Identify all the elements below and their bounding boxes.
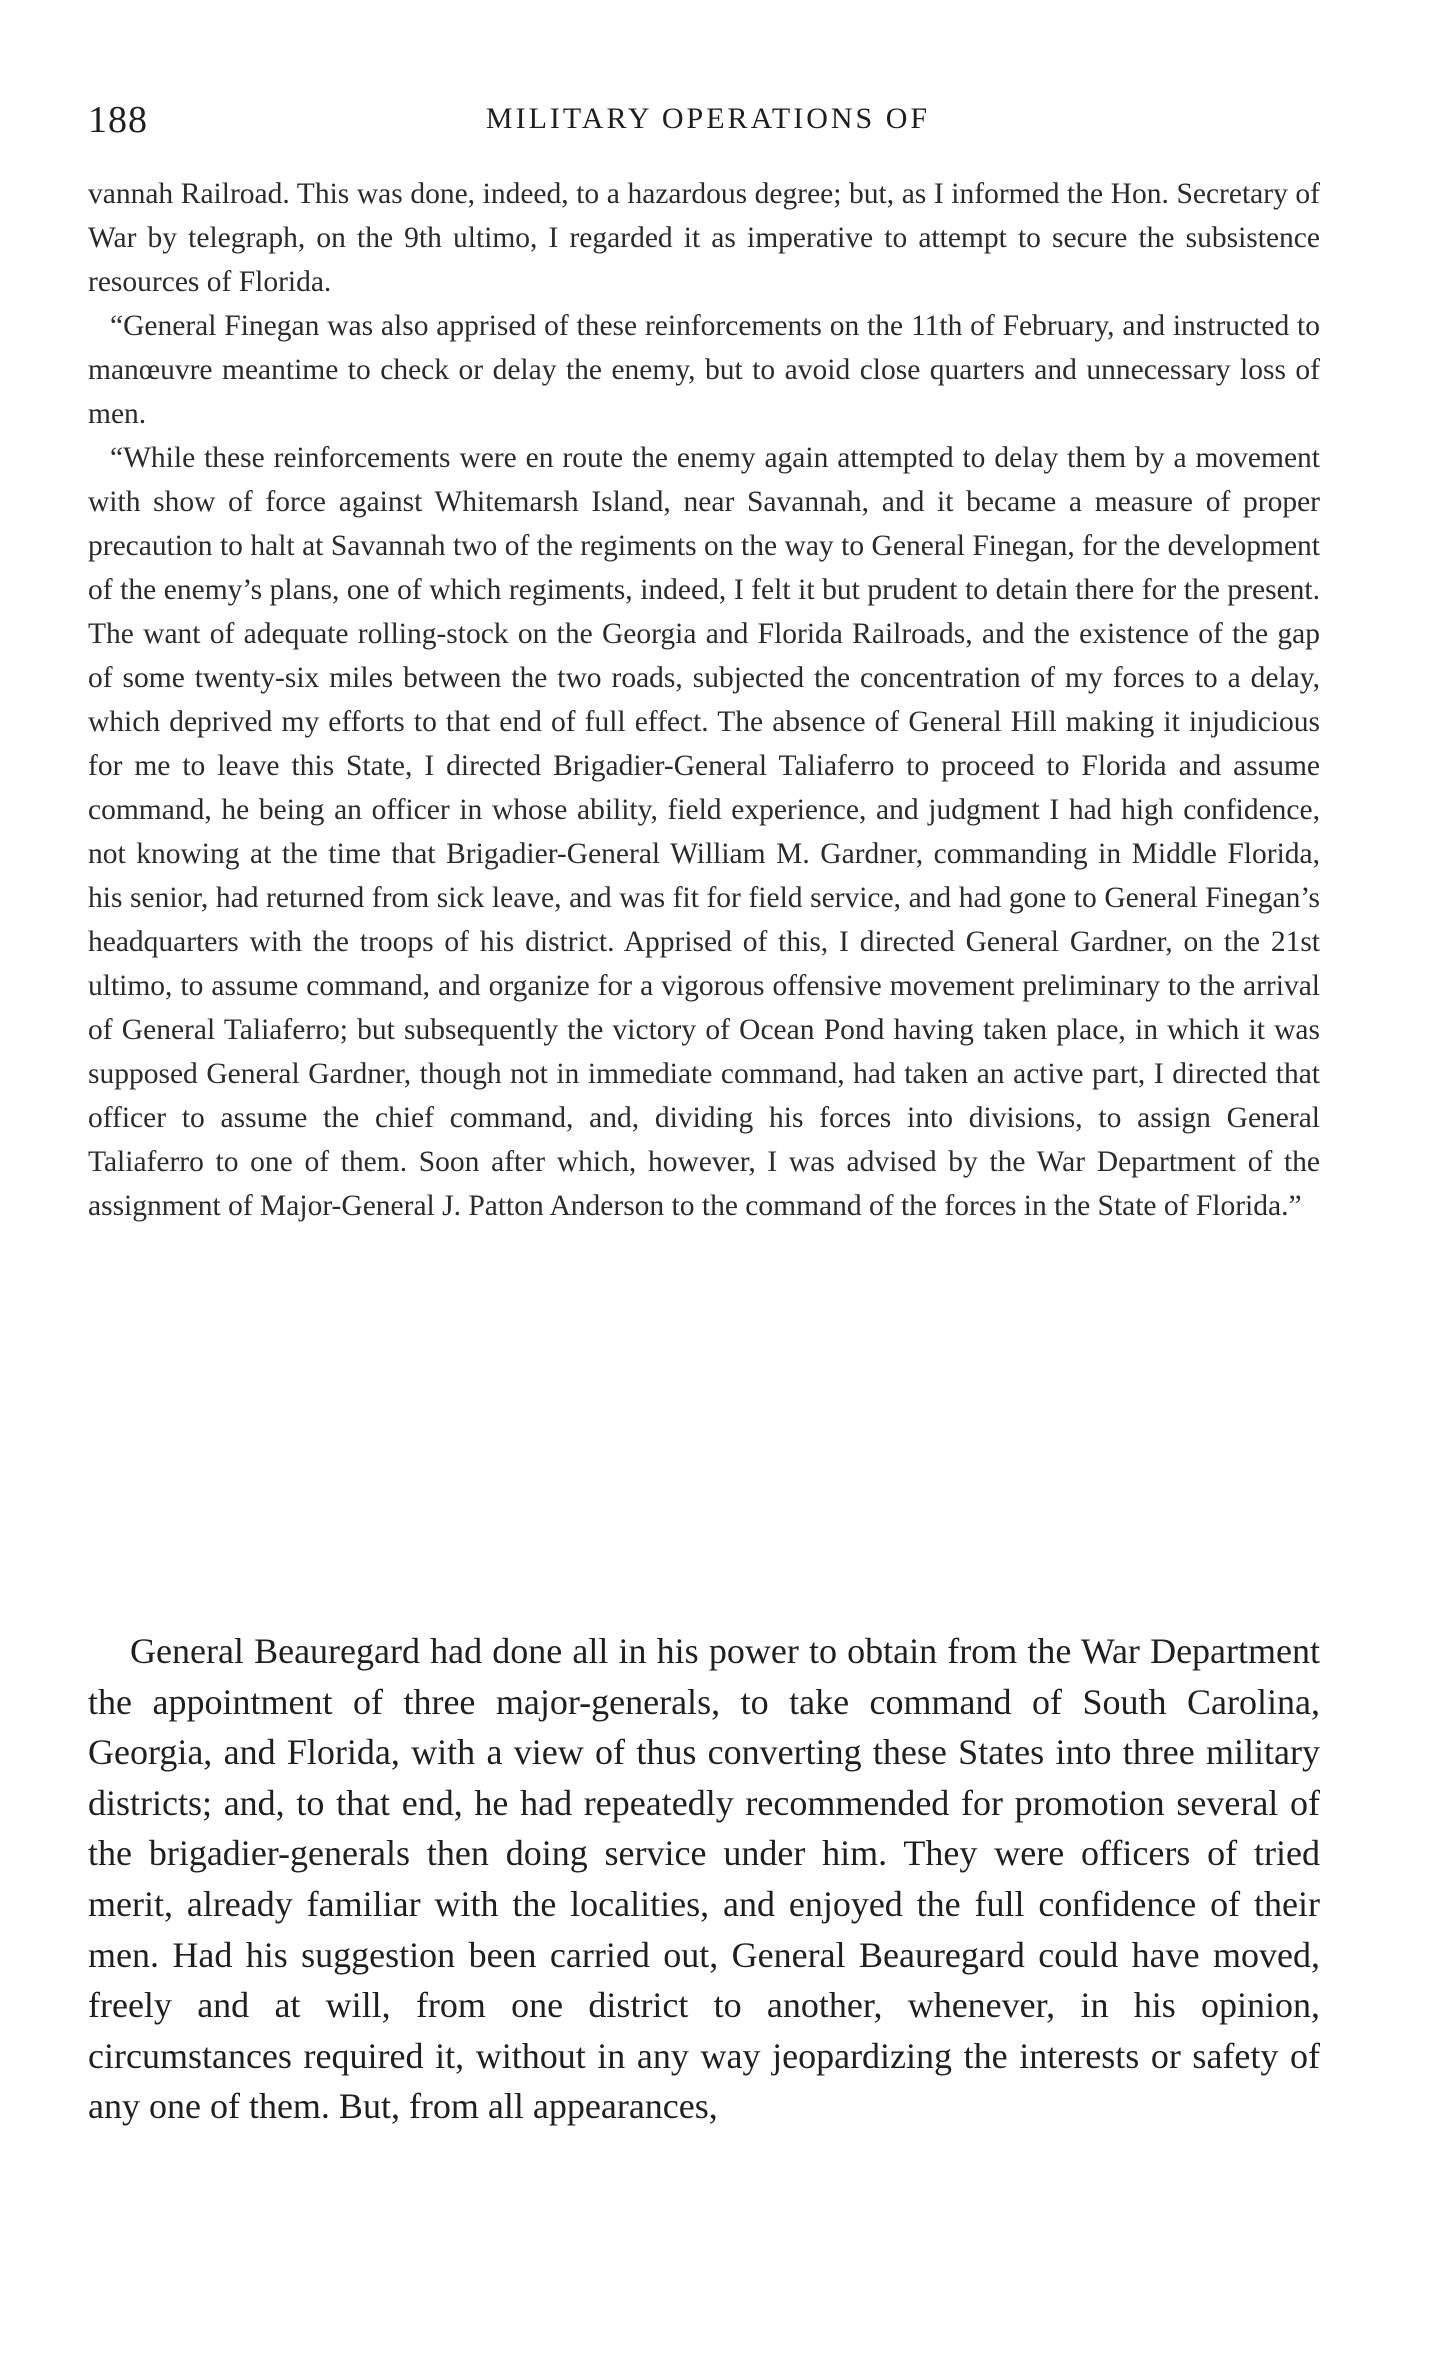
quoted-report xyxy=(88,172,1320,1228)
running-head: MILITARY OPERATIONS OF xyxy=(485,102,931,135)
page-number: 188 xyxy=(88,99,148,141)
main-text xyxy=(88,1626,1320,2132)
body-paragraph: General Beauregard had done all in his power to obtain from the War Department the appointment of three major-generals, to take command of South Carolina, Georgia, and Florida, with a view of thus converting these States into three military districts; and, to that end, he had repeatedly recommended for promotion several of the brigadier-generals then doing service under him. They were officers of tried merit, already familiar with the localities, and enjoyed the full confidence of their men. Had his suggestion been carried out, General Beauregard could have moved, freely and at will, from one district to another, whenever, in his opinion, circumstances required it, without in any way jeopardizing the interests or safety of any one of them. But, from all appearances, xyxy=(88,1631,1320,2127)
page-header xyxy=(88,98,1328,142)
quote-paragraph: “While these reinforcements were en route the enemy again attempted to delay them by a movement with show of force against Whitemarsh Island, near Savannah, and it became a measure of proper precaution to halt at Savannah two of the regiments on the way to General Finegan, for the development of the enemy’s plans, one of which regiments, indeed, I felt it but prudent to detain there for the present. The want of adequate rolling-stock on the Georgia and Florida Railroads, and the existence of the gap of some twenty-six miles between the two roads, subjected the concentration of my forces to a delay, which deprived my efforts to that end of full effect. The absence of General Hill making it injudicious for me to leave this State, I directed Brigadier-General Taliaferro to proceed to Florida and assume command, he being an officer in whose ability, field experience, and judgment I had high confidence, not knowing at the time that Brigadier-General William M. Gardner, commanding in Middle Florida, his senior, had returned from sick leave, and was fit for field service, and had gone to General Finegan’s headquarters with the troops of his district. Apprised of this, I directed General Gardner, on the 21st ultimo, to assume command, and organize for a vigorous offensive movement preliminary to the arrival of General Taliaferro; but subsequently the victory of Ocean Pond having taken place, in which it was supposed General Gardner, though not in immediate command, had taken an active part, I directed that officer to assume the chief command, and, dividing his forces into divisions, to assign General Taliaferro to one of them. Soon after which, however, I was advised by the War Department of the assignment of Major-General J. Patton Anderson to the command of the forces in the State of Florida.” xyxy=(88,442,1320,1222)
quote-paragraph: vannah Railroad. This was done, indeed, to a hazardous degree; but, as I informed the Hon. Secretary of War by telegraph, on the 9th ultimo, I regarded it as imperative to attempt to secure the subsistence resources of Florida. xyxy=(88,178,1320,298)
quote-paragraph: “General Finegan was also apprised of these reinforcements on the 11th of February, and instructed to manœuvre meantime to check or delay the enemy, but to avoid close quarters and unnecessary loss of men. xyxy=(88,310,1320,430)
